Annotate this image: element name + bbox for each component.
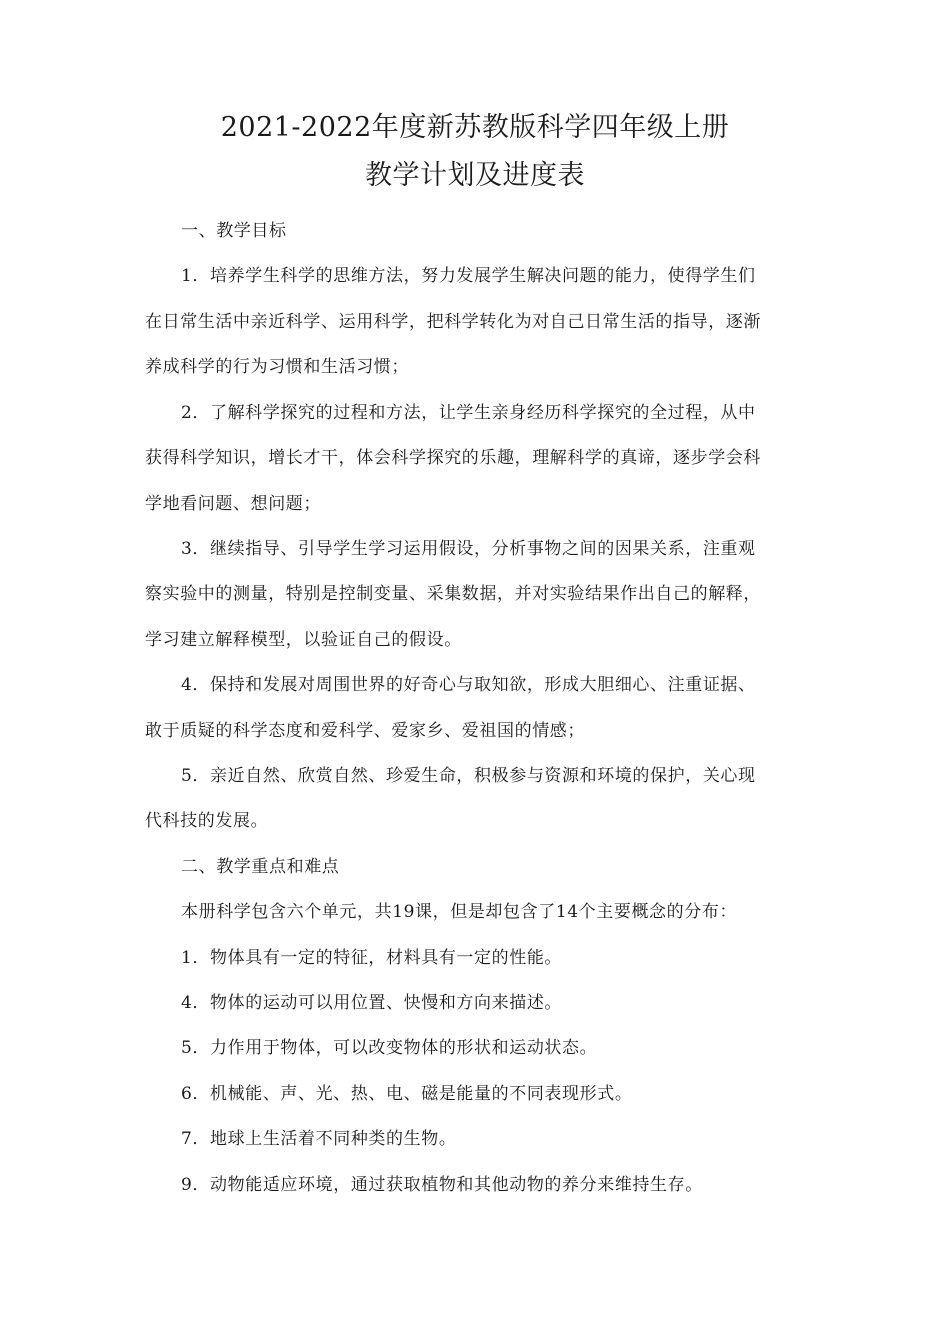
list-item: 5．力作用于物体，可以改变物体的形状和运动状态。 bbox=[181, 1038, 598, 1058]
paragraph-line: 在日常生活中亲近科学、运用科学，把科学转化为对自己日常生活的指导，逐渐 bbox=[145, 312, 761, 332]
paragraph-line: 学习建立解释模型，以验证自己的假设。 bbox=[145, 630, 462, 650]
paragraph-line: 4．保持和发展对周围世界的好奇心与取知欲，形成大胆细心、注重证据、 bbox=[181, 675, 756, 695]
list-item: 1．物体具有一定的特征，材料具有一定的性能。 bbox=[181, 948, 563, 968]
paragraph-line: 代科技的发展。 bbox=[145, 811, 269, 831]
paragraph-line: 养成科学的行为习惯和生活习惯； bbox=[145, 357, 409, 377]
section-heading-key-points: 二、教学重点和难点 bbox=[181, 857, 340, 877]
document-title: 2021-2022年度新苏教版科学四年级上册 bbox=[220, 112, 730, 143]
list-item: 4．物体的运动可以用位置、快慢和方向来描述。 bbox=[181, 993, 563, 1013]
list-item: 9．动物能适应环境，通过获取植物和其他动物的养分来维持生存。 bbox=[181, 1175, 703, 1195]
paragraph-line: 2．了解科学探究的过程和方法，让学生亲身经历科学探究的全过程，从中 bbox=[181, 403, 756, 423]
paragraph-line: 3．继续指导、引导学生学习运用假设，分析事物之间的因果关系，注重观 bbox=[181, 539, 756, 559]
paragraph-line: 5．亲近自然、欣赏自然、珍爱生命，积极参与资源和环境的保护，关心现 bbox=[181, 766, 756, 786]
paragraph-line: 获得科学知识，增长才干，体会科学探究的乐趣，理解科学的真谛，逐步学会科 bbox=[145, 448, 761, 468]
section-heading-goals: 一、教学目标 bbox=[181, 221, 287, 241]
paragraph-line: 1．培养学生科学的思维方法，努力发展学生解决问题的能力，使得学生们 bbox=[181, 266, 756, 286]
paragraph-line: 本册科学包含六个单元，共19课，但是却包含了14个主要概念的分布： bbox=[181, 902, 738, 922]
paragraph-line: 敢于质疑的科学态度和爱科学、爱家乡、爱祖国的情感； bbox=[145, 721, 585, 741]
paragraph-line: 察实验中的测量，特别是控制变量、采集数据，并对实验结果作出自己的解释， bbox=[145, 584, 761, 604]
list-item: 6．机械能、声、光、热、电、磁是能量的不同表现形式。 bbox=[181, 1084, 633, 1104]
document-subtitle: 教学计划及进度表 bbox=[365, 160, 585, 191]
paragraph-line: 学地看问题、想问题； bbox=[145, 494, 321, 514]
list-item: 7．地球上生活着不同种类的生物。 bbox=[181, 1129, 457, 1149]
